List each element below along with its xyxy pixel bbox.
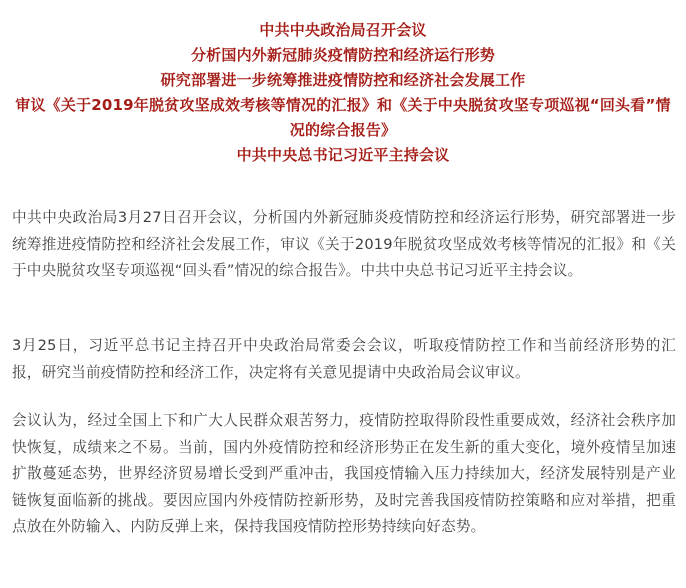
- paragraph-intro: 中共中央政治局3月27日召开会议，分析国内外新冠肺炎疫情防控和经济运行形势，研究部署进一步统筹推进疫情防控和经济社会发展工作，审议《关于2019年脱贫攻坚成效考核等情况的汇报》和《关于中央脱贫攻坚专项巡视“回头看”情况的综合报告》。中共中央总书记习近平主持会议。: [12, 209, 676, 279]
- headline-review: 审议《关于2019年脱贫攻坚成效考核等情况的汇报》和《关于中央脱贫攻坚专项巡视“回头看”情况的综合报告》: [15, 96, 671, 139]
- paragraph-meeting-view: 会议认为，经过全国上下和广大人民群众艰苦努力，疫情防控取得阶段性重要成效，经济社会秩序加快恢复，成绩来之不易。当前，国内外疫情防控和经济形势正在发生新的重大变化，境外疫情呈加速扩散蔓延态势，世界经济贸易增长受到严重冲击，我国疫情输入压力持续加大，经济发展特别是产业链恢复面临新的挑战。要因应国内外疫情防控新形势，及时完善我国疫情防控策略和应对举措，把重点放在外防输入、内防反弹上来，保持我国疫情防控形势持续向好态势。: [12, 412, 676, 535]
- headline-chair: 中共中央总书记习近平主持会议: [236, 146, 450, 164]
- headline-block: [10, 18, 676, 168]
- headline-meeting-title: 中共中央政治局召开会议: [259, 21, 427, 39]
- headline-analysis: 分析国内外新冠肺炎疫情防控和经济运行形势: [190, 46, 495, 64]
- headline-deployment: 研究部署进一步统筹推进疫情防控和经济社会发展工作: [160, 71, 526, 89]
- paragraph-standing-committee: 3月25日，习近平总书记主持召开中央政治局常委会会议，听取疫情防控工作和当前经济形势的汇报，研究当前疫情防控和经济工作，决定将有关意见提请中央政治局会议审议。: [12, 337, 676, 381]
